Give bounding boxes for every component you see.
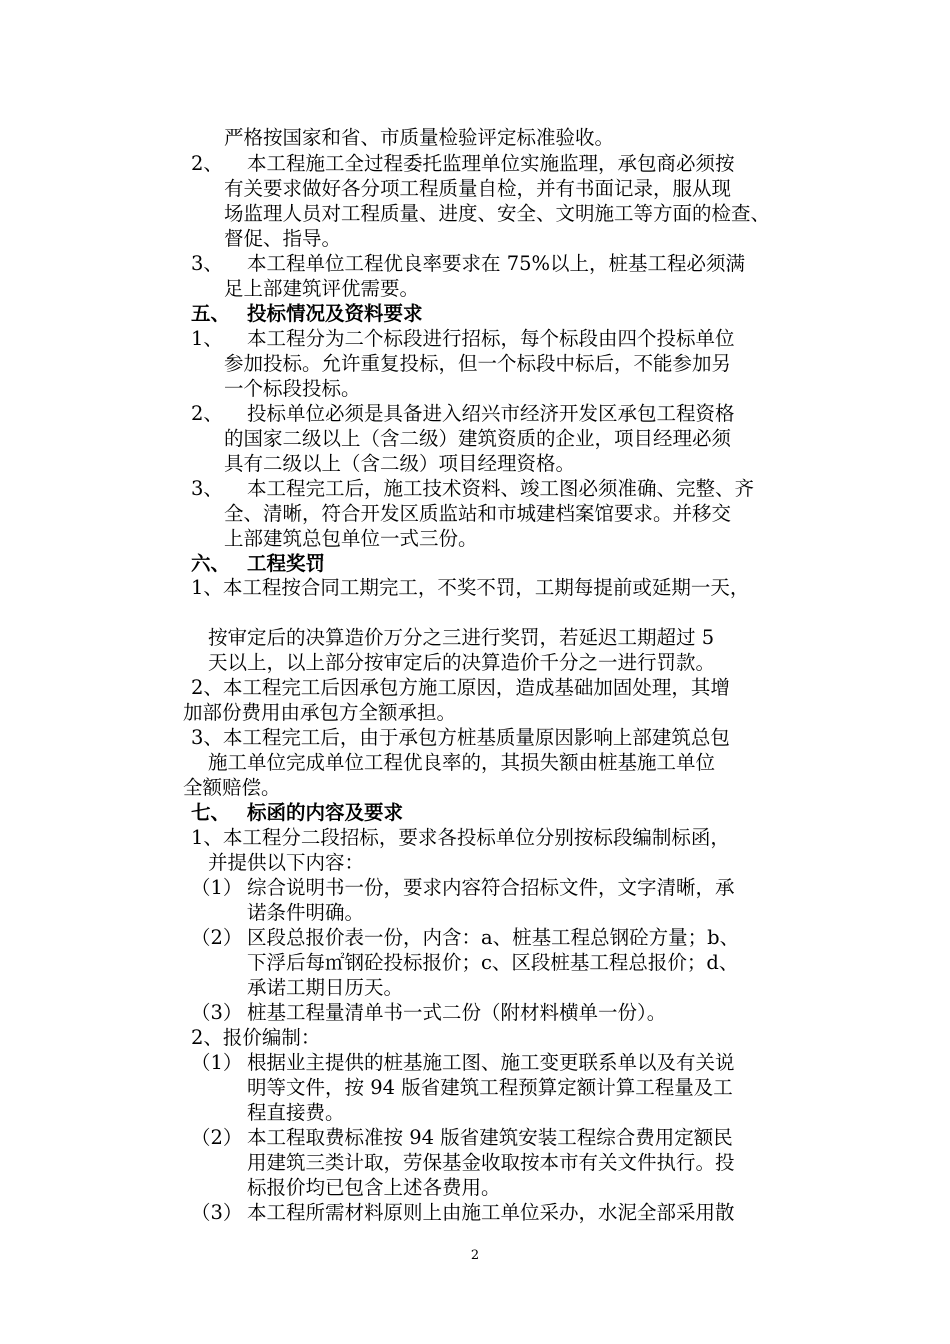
list-item-2 xyxy=(191,926,740,950)
doc-line: 下浮后每㎡钢砼投标报价；c、区段桩基工程总报价；d、 xyxy=(247,951,739,974)
list-item-1 xyxy=(191,876,735,900)
doc-line: 用建筑三类计取，劳保基金收取按本市有关文件执行。投 xyxy=(247,1151,735,1174)
doc-line: 1、本工程按合同工期完工，不奖不罚，工期每提前或延期一天， xyxy=(191,576,750,599)
item-text: 本工程取费标准按 94 版省建筑安装工程综合费用定额民 xyxy=(247,1126,733,1149)
doc-line: 参加投标。允许重复投标，但一个标段中标后，不能参加另 xyxy=(224,352,732,375)
item-text: 综合说明书一份，要求内容符合招标文件，文字清晰，承 xyxy=(247,876,735,899)
list-item-2 xyxy=(191,402,735,426)
doc-line: 承诺工期日历天。 xyxy=(247,976,404,999)
list-marker: 3、 xyxy=(191,252,223,275)
doc-line: 严格按国家和省、市质量检验评定标准验收。 xyxy=(224,126,615,149)
doc-line: 一个标段投标。 xyxy=(224,377,361,400)
list-item-1 xyxy=(191,1051,735,1075)
section-heading-7 xyxy=(191,801,404,825)
list-item-3 xyxy=(191,1001,667,1025)
item-text: 根据业主提供的桩基施工图、施工变更联系单以及有关说 xyxy=(247,1051,735,1074)
item-text: 投标单位必须是具备进入绍兴市经济开发区承包工程资格 xyxy=(247,402,735,425)
doc-line: 按审定后的决算造价万分之三进行奖罚，若延迟工期超过 5 xyxy=(208,626,715,649)
list-item-3 xyxy=(191,1201,735,1225)
list-item-3 xyxy=(191,477,755,501)
doc-line: 上部建筑总包单位一式三份。 xyxy=(224,527,478,550)
section-heading-6 xyxy=(191,552,326,576)
doc-line: 施工单位完成单位工程优良率的，其损失额由桩基施工单位 xyxy=(208,751,716,774)
doc-line: 具有二级以上（含二级）项目经理资格。 xyxy=(224,452,576,475)
doc-line: 全、清晰，符合开发区质监站和市城建档案馆要求。并移交 xyxy=(224,502,732,525)
doc-line: 场监理人员对工程质量、进度、安全、文明施工等方面的检查、 xyxy=(224,202,771,225)
doc-line: 有关要求做好各分项工程质量自检，并有书面记录，服从现 xyxy=(224,177,732,200)
doc-line: 加部份费用由承包方全额承担。 xyxy=(183,701,457,724)
list-item-3 xyxy=(191,252,746,276)
section-title: 工程奖罚 xyxy=(247,552,326,575)
doc-line: 标报价均已包含上述各费用。 xyxy=(247,1176,501,1199)
item-text: 本工程单位工程优良率要求在 75%以上，桩基工程必须满 xyxy=(247,252,746,275)
doc-line: 的国家二级以上（含二级）建筑资质的企业，项目经理必须 xyxy=(224,427,732,450)
doc-line: 督促、指导。 xyxy=(224,227,342,250)
item-text: 区段总报价表一份，内含：a、桩基工程总钢砼方量；b、 xyxy=(247,926,740,949)
doc-line: 程直接费。 xyxy=(247,1101,345,1124)
doc-line: 2、本工程完工后因承包方施工原因，造成基础加固处理，其增 xyxy=(191,676,730,699)
list-item-2 xyxy=(191,1126,733,1150)
list-marker: 1、 xyxy=(191,327,223,350)
list-marker: （1） xyxy=(191,1051,243,1074)
section-title: 标函的内容及要求 xyxy=(247,801,404,824)
doc-line: 明等文件，按 94 版省建筑工程预算定额计算工程量及工 xyxy=(247,1076,733,1099)
section-heading-5 xyxy=(191,302,423,326)
list-marker: 2、 xyxy=(191,152,223,175)
item-text: 本工程分为二个标段进行招标，每个标段由四个投标单位 xyxy=(247,327,735,350)
list-marker: （2） xyxy=(191,926,243,949)
list-marker: 2、 xyxy=(191,402,223,425)
section-number: 六、 xyxy=(191,552,231,575)
doc-line: 并提供以下内容： xyxy=(208,851,365,874)
list-marker: （3） xyxy=(191,1201,243,1224)
doc-line: 2、报价编制： xyxy=(191,1026,321,1049)
section-title: 投标情况及资料要求 xyxy=(247,302,423,325)
list-item-1 xyxy=(191,327,735,351)
item-text: 桩基工程量清单书一式二份（附材料横单一份）。 xyxy=(247,1001,667,1024)
doc-line: 全额赔偿。 xyxy=(183,776,281,799)
section-number: 七、 xyxy=(191,801,231,824)
doc-line: 1、本工程分二段招标，要求各投标单位分别按标段编制标函， xyxy=(191,826,730,849)
doc-line: 天以上，以上部分按审定后的决算造价千分之一进行罚款。 xyxy=(208,651,716,674)
page-number: 2 xyxy=(470,1248,480,1263)
item-text: 本工程施工全过程委托监理单位实施监理，承包商必须按 xyxy=(247,152,735,175)
list-item-2 xyxy=(191,152,735,176)
list-marker: （2） xyxy=(191,1126,243,1149)
doc-line: 3、本工程完工后，由于承包方桩基质量原因影响上部建筑总包 xyxy=(191,726,730,749)
doc-line: 足上部建筑评优需要。 xyxy=(224,277,420,300)
list-marker: 3、 xyxy=(191,477,223,500)
list-marker: （1） xyxy=(191,876,243,899)
section-number: 五、 xyxy=(191,302,231,325)
item-text: 本工程所需材料原则上由施工单位采办，水泥全部采用散 xyxy=(247,1201,735,1224)
doc-line: 诺条件明确。 xyxy=(247,901,365,924)
list-marker: （3） xyxy=(191,1001,243,1024)
item-text: 本工程完工后，施工技术资料、竣工图必须准确、完整、齐 xyxy=(247,477,755,500)
